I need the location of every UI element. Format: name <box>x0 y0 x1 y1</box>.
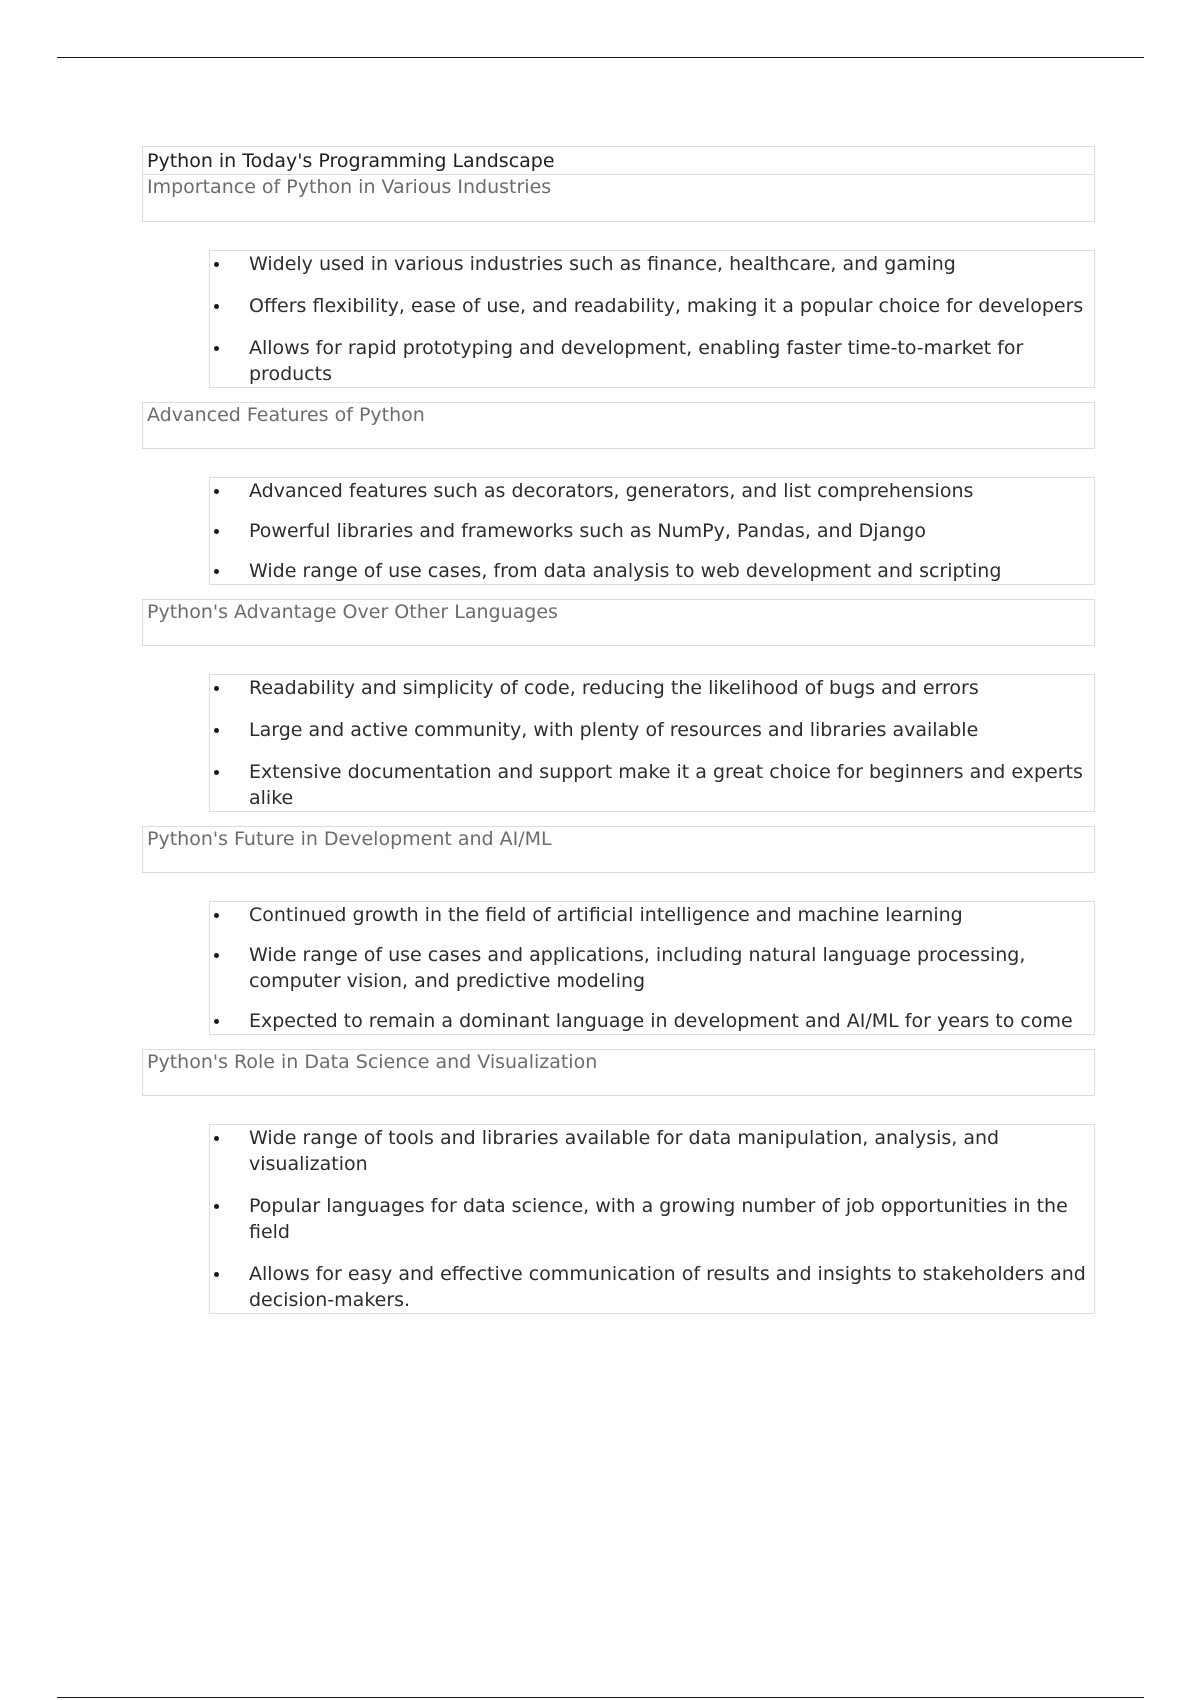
list-item: Extensive documentation and support make it a great choice for beginners and experts alike <box>210 759 1090 811</box>
bullet-icon <box>214 489 219 494</box>
bullet-icon <box>214 262 219 267</box>
list-item: Readability and simplicity of code, reducing the likelihood of bugs and errors <box>210 675 1090 701</box>
bullet-icon <box>214 569 219 574</box>
list-item: Wide range of use cases and applications, including natural language processing, computer vision, and predictive modeling <box>210 942 1090 994</box>
list-item: Offers flexibility, ease of use, and readability, making it a popular choice for developers <box>210 293 1090 319</box>
bullet-list <box>209 250 1095 388</box>
bullet-icon <box>214 346 219 351</box>
bullet-list <box>209 477 1095 585</box>
bullet-list <box>209 674 1095 812</box>
header-rule <box>57 57 1144 58</box>
bullet-icon <box>214 953 219 958</box>
section-heading: Importance of Python in Various Industries <box>142 175 1095 222</box>
bullet-icon <box>214 1272 219 1277</box>
list-item: Allows for rapid prototyping and development, enabling faster time-to-market for products <box>210 335 1090 387</box>
footer-rule <box>57 1697 1144 1698</box>
document-title: Python in Today's Programming Landscape <box>142 146 1095 175</box>
bullet-list <box>209 901 1095 1035</box>
list-item: Expected to remain a dominant language in development and AI/ML for years to come <box>210 1008 1090 1034</box>
bullet-icon <box>214 1019 219 1024</box>
list-item: Advanced features such as decorators, generators, and list comprehensions <box>210 478 1090 504</box>
section-heading: Python's Advantage Over Other Languages <box>142 599 1095 646</box>
list-item: Continued growth in the field of artificial intelligence and machine learning <box>210 902 1090 928</box>
bullet-icon <box>214 770 219 775</box>
bullet-list <box>209 1124 1095 1314</box>
bullet-icon <box>214 913 219 918</box>
bullet-icon <box>214 728 219 733</box>
list-item: Wide range of use cases, from data analysis to web development and scripting <box>210 558 1090 584</box>
list-item: Large and active community, with plenty of resources and libraries available <box>210 717 1090 743</box>
bullet-icon <box>214 1204 219 1209</box>
section-heading: Python's Future in Development and AI/ML <box>142 826 1095 873</box>
bullet-icon <box>214 686 219 691</box>
bullet-icon <box>214 304 219 309</box>
list-item: Powerful libraries and frameworks such as NumPy, Pandas, and Django <box>210 518 1090 544</box>
section-heading: Python's Role in Data Science and Visualization <box>142 1049 1095 1096</box>
section-heading: Advanced Features of Python <box>142 402 1095 449</box>
bullet-icon <box>214 1136 219 1141</box>
list-item: Popular languages for data science, with a growing number of job opportunities in the field <box>210 1193 1090 1245</box>
list-item: Wide range of tools and libraries available for data manipulation, analysis, and visualization <box>210 1125 1090 1177</box>
bullet-icon <box>214 529 219 534</box>
document-body <box>142 146 1095 1328</box>
list-item: Allows for easy and effective communication of results and insights to stakeholders and decision-makers. <box>210 1261 1090 1313</box>
list-item: Widely used in various industries such as finance, healthcare, and gaming <box>210 251 1090 277</box>
